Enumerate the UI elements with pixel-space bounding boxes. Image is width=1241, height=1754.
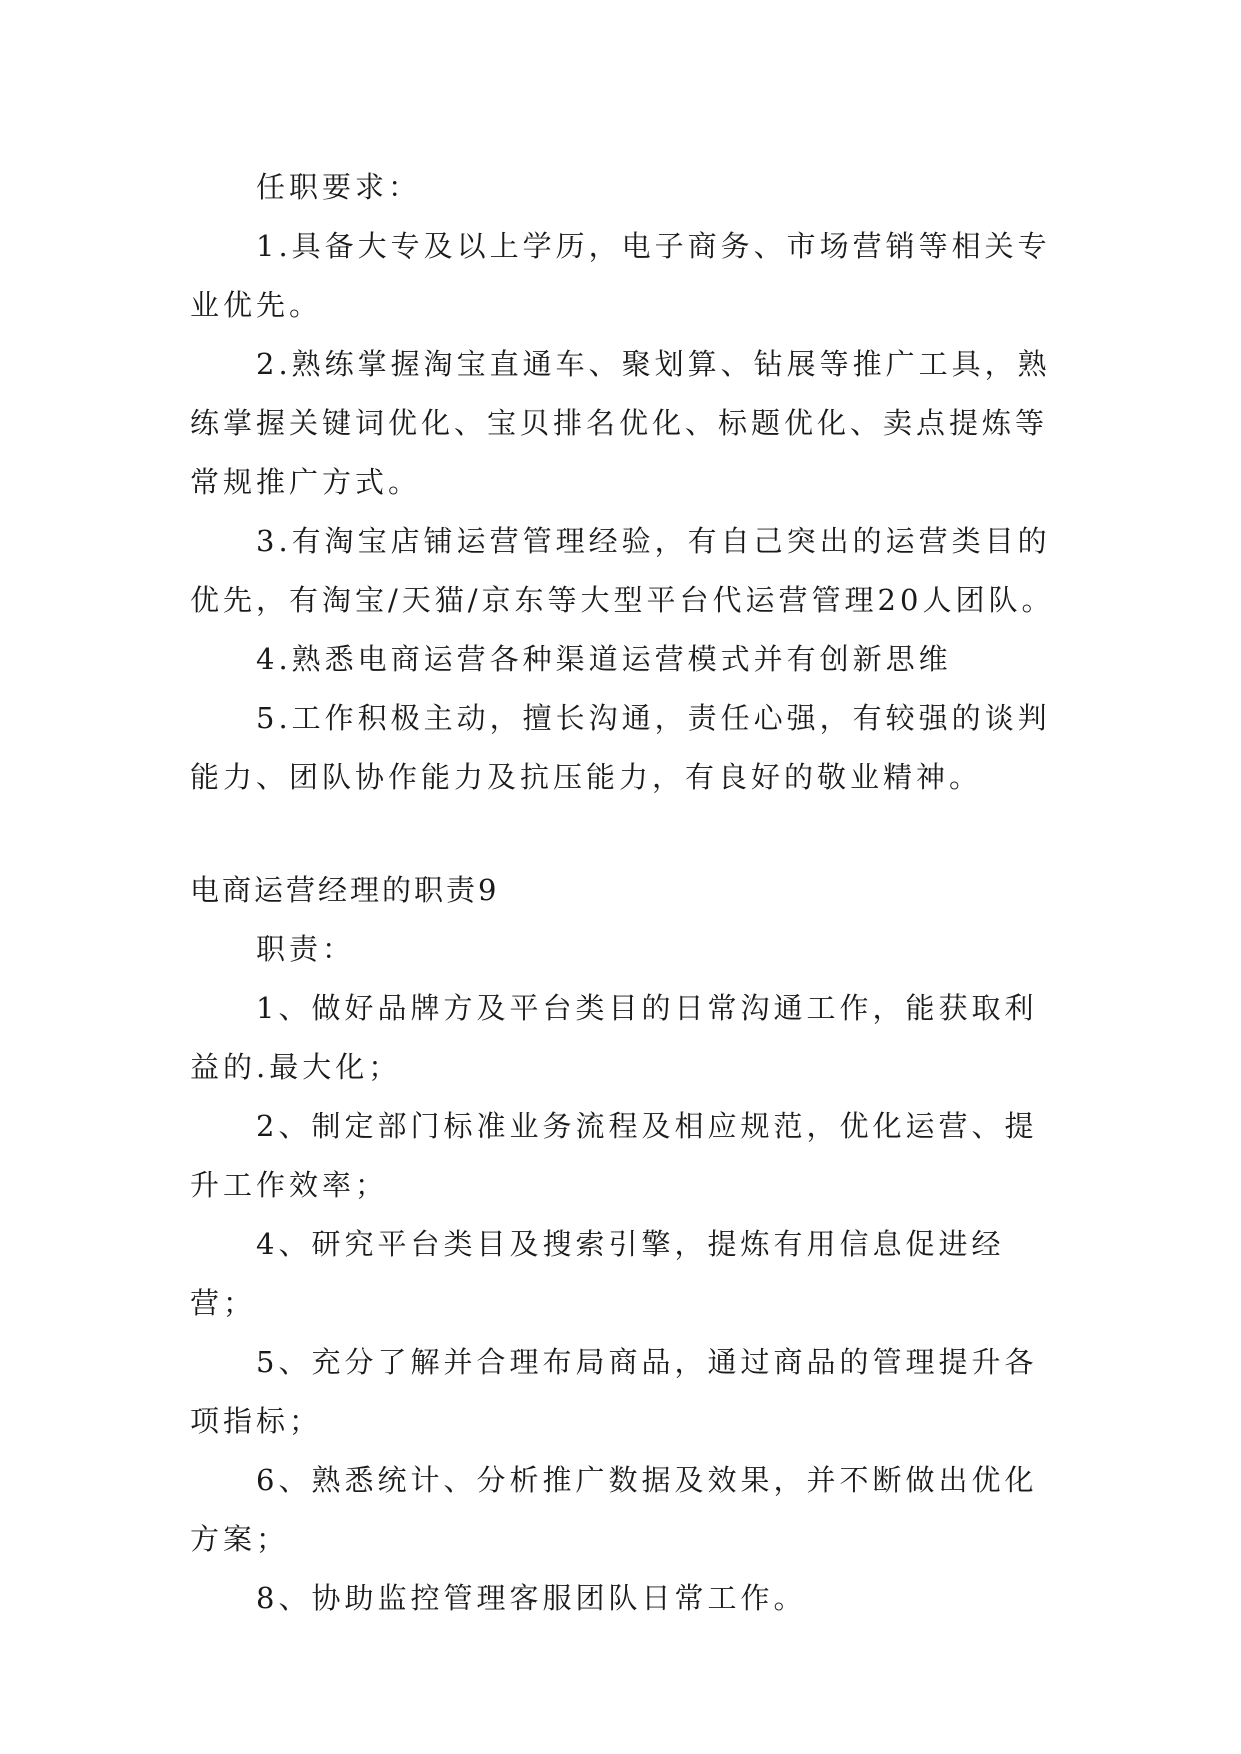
requirement-item: 3.有淘宝店铺运营管理经验，有自己突出的运营类目的优先，有淘宝/天猫/京东等大型平台代运营管理20人团队。	[190, 524, 1055, 617]
requirement-item: 4.熟悉电商运营各种渠道运营模式并有创新思维	[256, 642, 952, 676]
section-heading: 电商运营经理的职责9	[190, 873, 500, 907]
duty-item: 6、熟悉统计、分析推广数据及效果，并不断做出优化方案；	[190, 1463, 1038, 1556]
requirement-item: 5.工作积极主动，擅长沟通，责任心强，有较强的谈判能力、团队协作能力及抗压能力，有良好的敬业精神。	[190, 701, 1051, 794]
requirements-title: 任职要求：	[256, 170, 422, 204]
requirement-item: 1.具备大专及以上学历，电子商务、市场营销等相关专业优先。	[190, 229, 1051, 322]
section-spacer	[190, 807, 1060, 861]
document-content	[190, 158, 1060, 1628]
duty-item: 4、研究平台类目及搜索引擎，提炼有用信息促进经营；	[190, 1227, 1005, 1320]
duties-title: 职责：	[256, 932, 356, 966]
duty-item: 8、协助监控管理客服团队日常工作。	[256, 1581, 807, 1615]
requirement-item: 2.熟练掌握淘宝直通车、聚划算、钻展等推广工具，熟练掌握关键词优化、宝贝排名优化、标题优化、卖点提炼等常规推广方式。	[190, 347, 1051, 499]
duty-item: 1、做好品牌方及平台类目的日常沟通工作，能获取利益的.最大化；	[190, 991, 1038, 1084]
duty-item: 2、制定部门标准业务流程及相应规范，优化运营、提升工作效率；	[190, 1109, 1038, 1202]
duty-item: 5、充分了解并合理布局商品，通过商品的管理提升各项指标；	[190, 1345, 1038, 1438]
